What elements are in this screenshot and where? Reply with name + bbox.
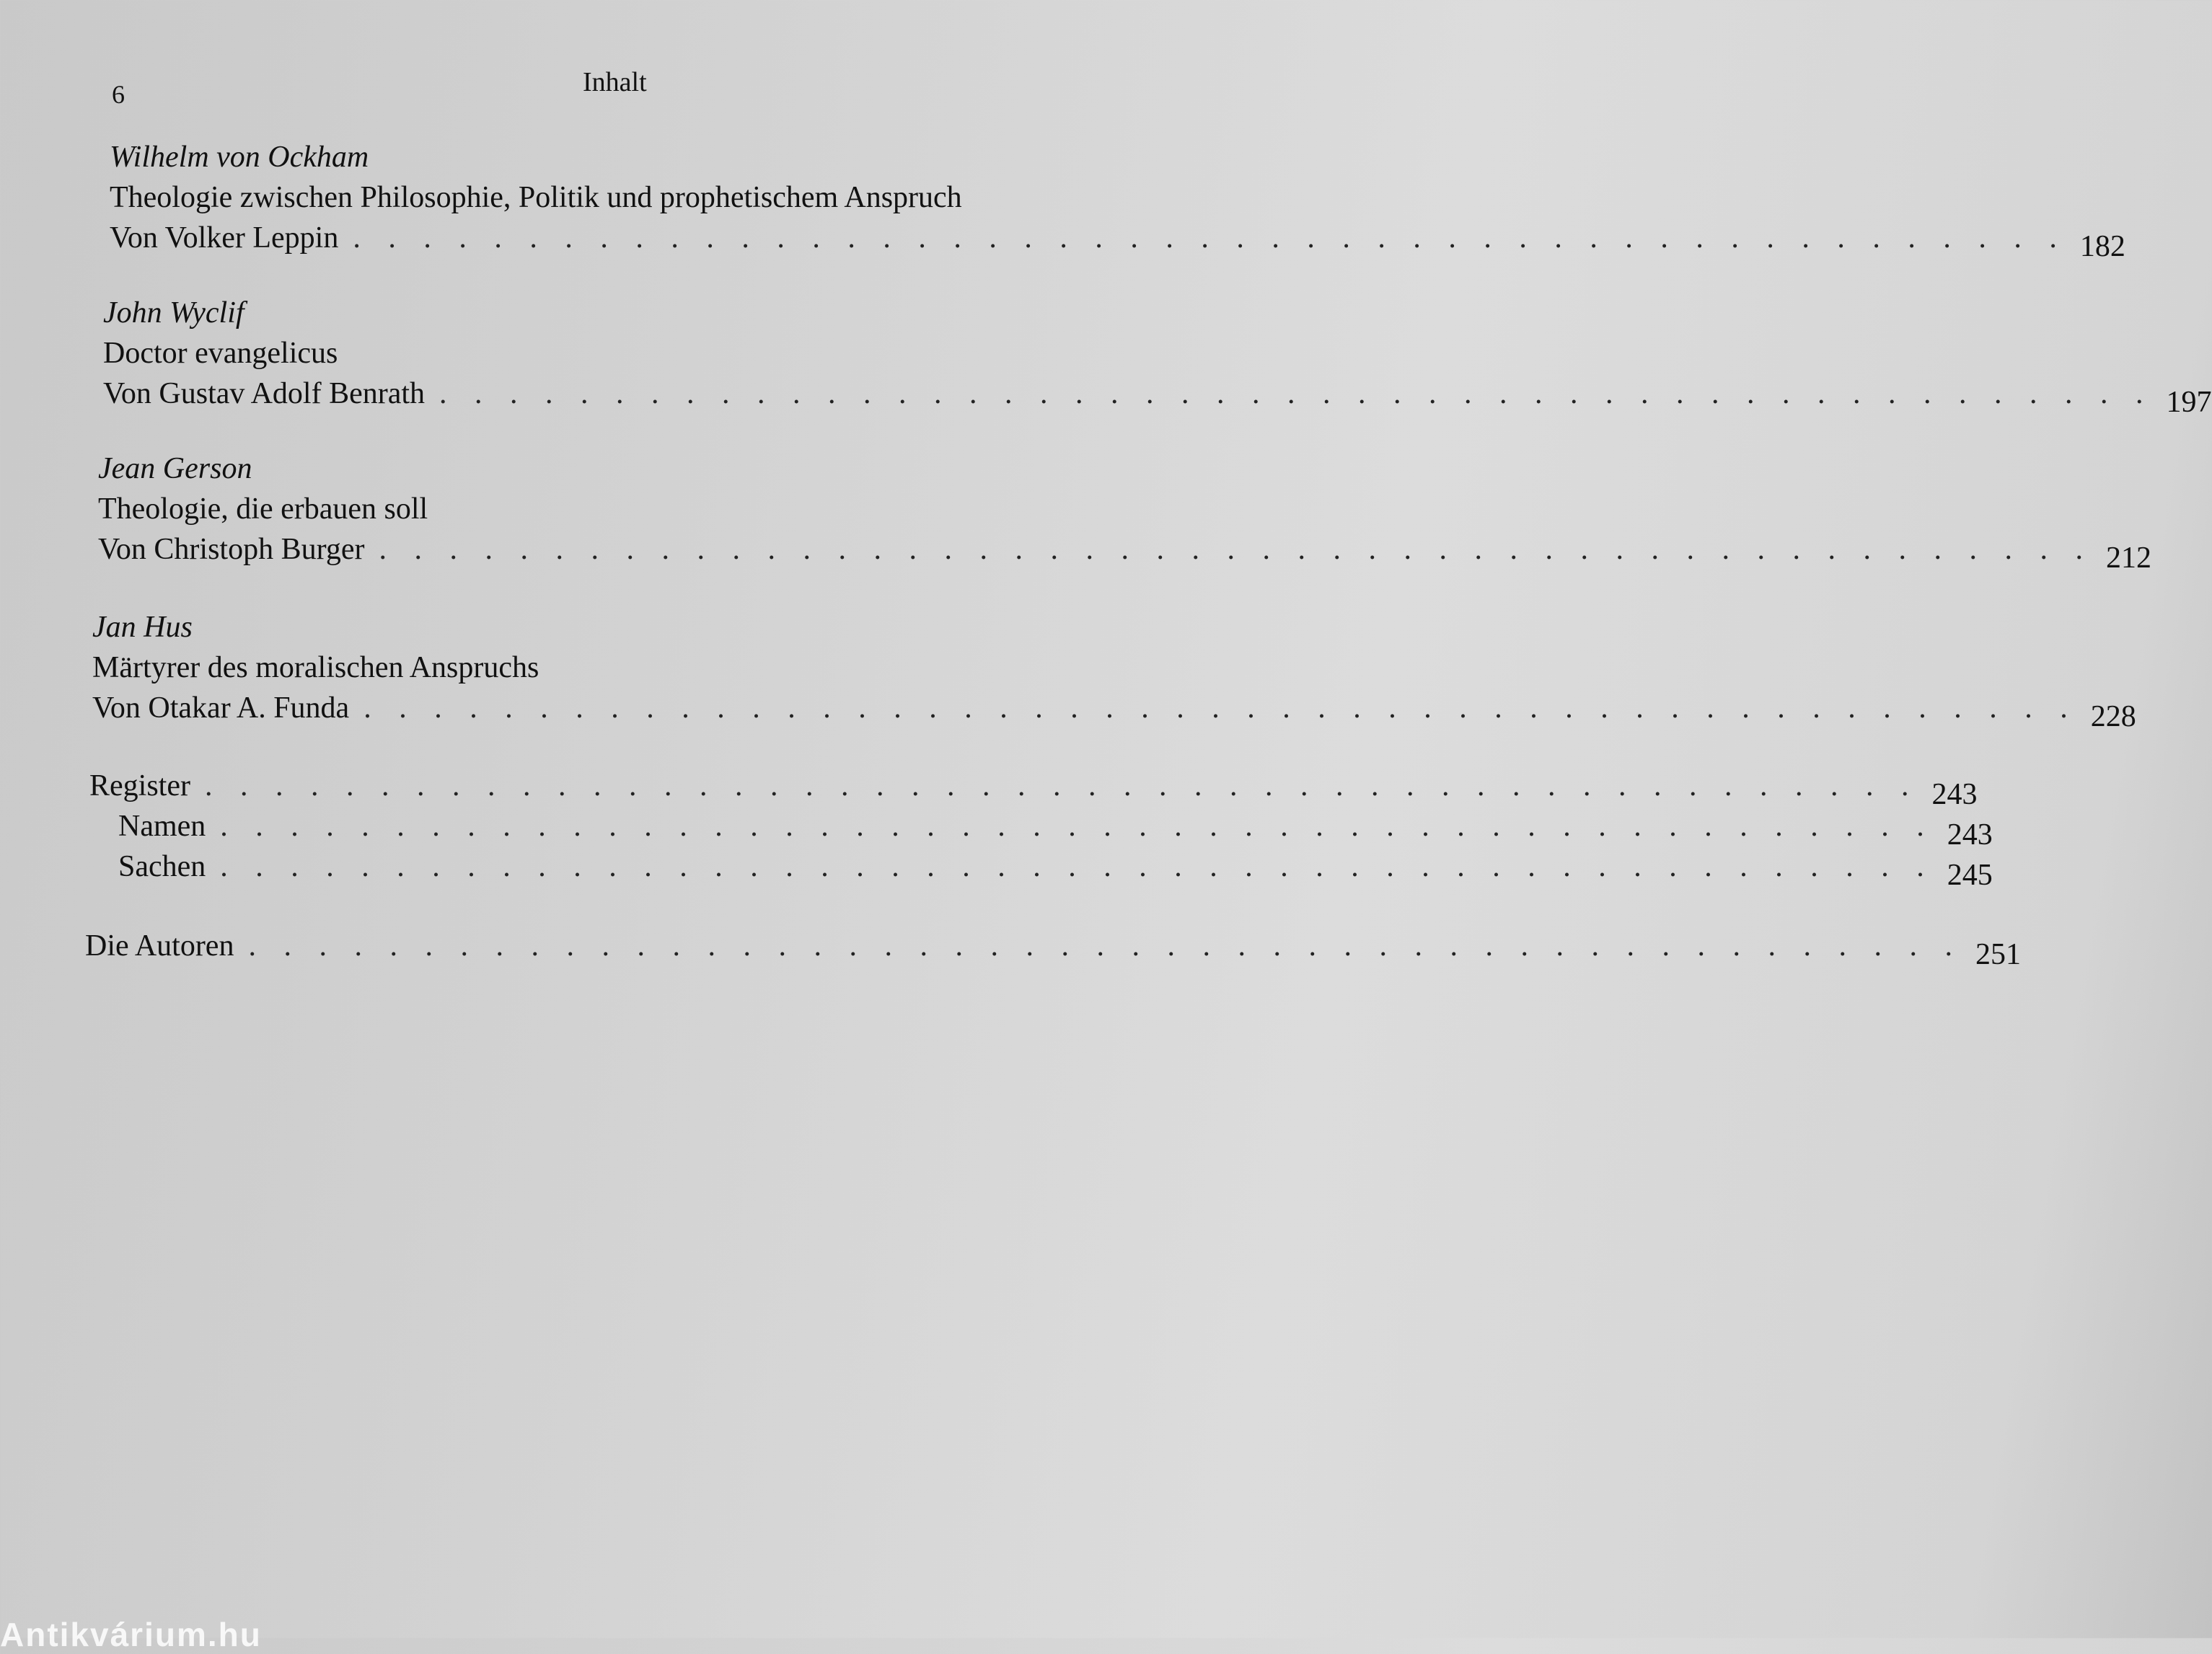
- register-item-label: Sachen: [118, 850, 206, 883]
- entry-by: Von Volker Leppin: [110, 221, 339, 255]
- toc-entry-gerson: [98, 448, 2151, 575]
- leader-dots: . . . . . . . . . . . . . . . . . . . . . . . . . . . . . . . . . . . . . . . . . . . . . . . . .: [248, 929, 1962, 963]
- page-number: 6: [112, 80, 125, 109]
- register-page: 243: [1931, 778, 1978, 811]
- toc-autoren: [85, 926, 2021, 971]
- register-item-sachen: [89, 846, 1993, 892]
- register-item-label: Namen: [118, 810, 206, 843]
- entry-byline: [103, 373, 2212, 419]
- entry-byline: [98, 529, 2151, 575]
- toc-entry-wyclif: [103, 293, 2212, 419]
- entry-author: Jan Hus: [92, 611, 193, 644]
- entry-subtitle: Theologie, die erbauen soll: [98, 492, 428, 526]
- register-item-namen: [89, 806, 1993, 852]
- entry-author: John Wyclif: [103, 296, 244, 330]
- entry-byline: [92, 688, 2136, 733]
- site-watermark: Antikvárium.hu: [0, 1616, 262, 1653]
- leader-dots: . . . . . . . . . . . . . . . . . . . . . . . . . . . . . . . . . . . . . . . . . . . . . . . . .: [220, 850, 1934, 883]
- entry-page: 212: [2105, 541, 2151, 575]
- register-item-page: 245: [1947, 859, 1993, 892]
- autoren-line: [85, 926, 2021, 971]
- toc-register: [89, 766, 1993, 892]
- register-item-page: 243: [1947, 818, 1993, 852]
- entry-by: Von Gustav Adolf Benrath: [103, 377, 426, 410]
- entry-author: Jean Gerson: [98, 452, 252, 485]
- running-head: Inhalt: [583, 67, 647, 97]
- toc-entry-ockham: [110, 137, 2125, 263]
- entry-subtitle: Märtyrer des moralischen Anspruchs: [92, 651, 539, 684]
- entry-page: 197: [2166, 386, 2212, 419]
- entry-byline: [110, 218, 2125, 263]
- autoren-page: 251: [1975, 938, 2021, 971]
- entry-author: Wilhelm von Ockham: [110, 141, 369, 174]
- entry-page: 182: [2079, 230, 2125, 263]
- register-label: Register: [89, 769, 190, 802]
- leader-dots: . . . . . . . . . . . . . . . . . . . . . . . . . . . . . . . . . . . . . . . . . . . . . . . . .: [439, 377, 2154, 410]
- autoren-label: Die Autoren: [85, 929, 234, 963]
- leader-dots: . . . . . . . . . . . . . . . . . . . . . . . . . . . . . . . . . . . . . . . . . . . . . . . . .: [363, 691, 2078, 725]
- entry-subtitle: Doctor evangelicus: [103, 337, 338, 370]
- leader-dots: . . . . . . . . . . . . . . . . . . . . . . . . . . . . . . . . . . . . . . . . . . . . . . . . .: [204, 769, 1919, 802]
- entry-by: Von Christoph Burger: [98, 533, 365, 566]
- leader-dots: . . . . . . . . . . . . . . . . . . . . . . . . . . . . . . . . . . . . . . . . . . . . . . . . .: [353, 221, 2067, 255]
- register-line: [89, 766, 1978, 811]
- leader-dots: . . . . . . . . . . . . . . . . . . . . . . . . . . . . . . . . . . . . . . . . . . . . . . . . .: [220, 810, 1934, 843]
- entry-subtitle: Theologie zwischen Philosophie, Politik und prophetischem Anspruch: [110, 181, 962, 214]
- leader-dots: . . . . . . . . . . . . . . . . . . . . . . . . . . . . . . . . . . . . . . . . . . . . . . . . .: [379, 533, 2093, 566]
- entry-page: 228: [2090, 700, 2136, 733]
- toc-entry-hus: [92, 607, 2136, 733]
- entry-by: Von Otakar A. Funda: [92, 691, 350, 725]
